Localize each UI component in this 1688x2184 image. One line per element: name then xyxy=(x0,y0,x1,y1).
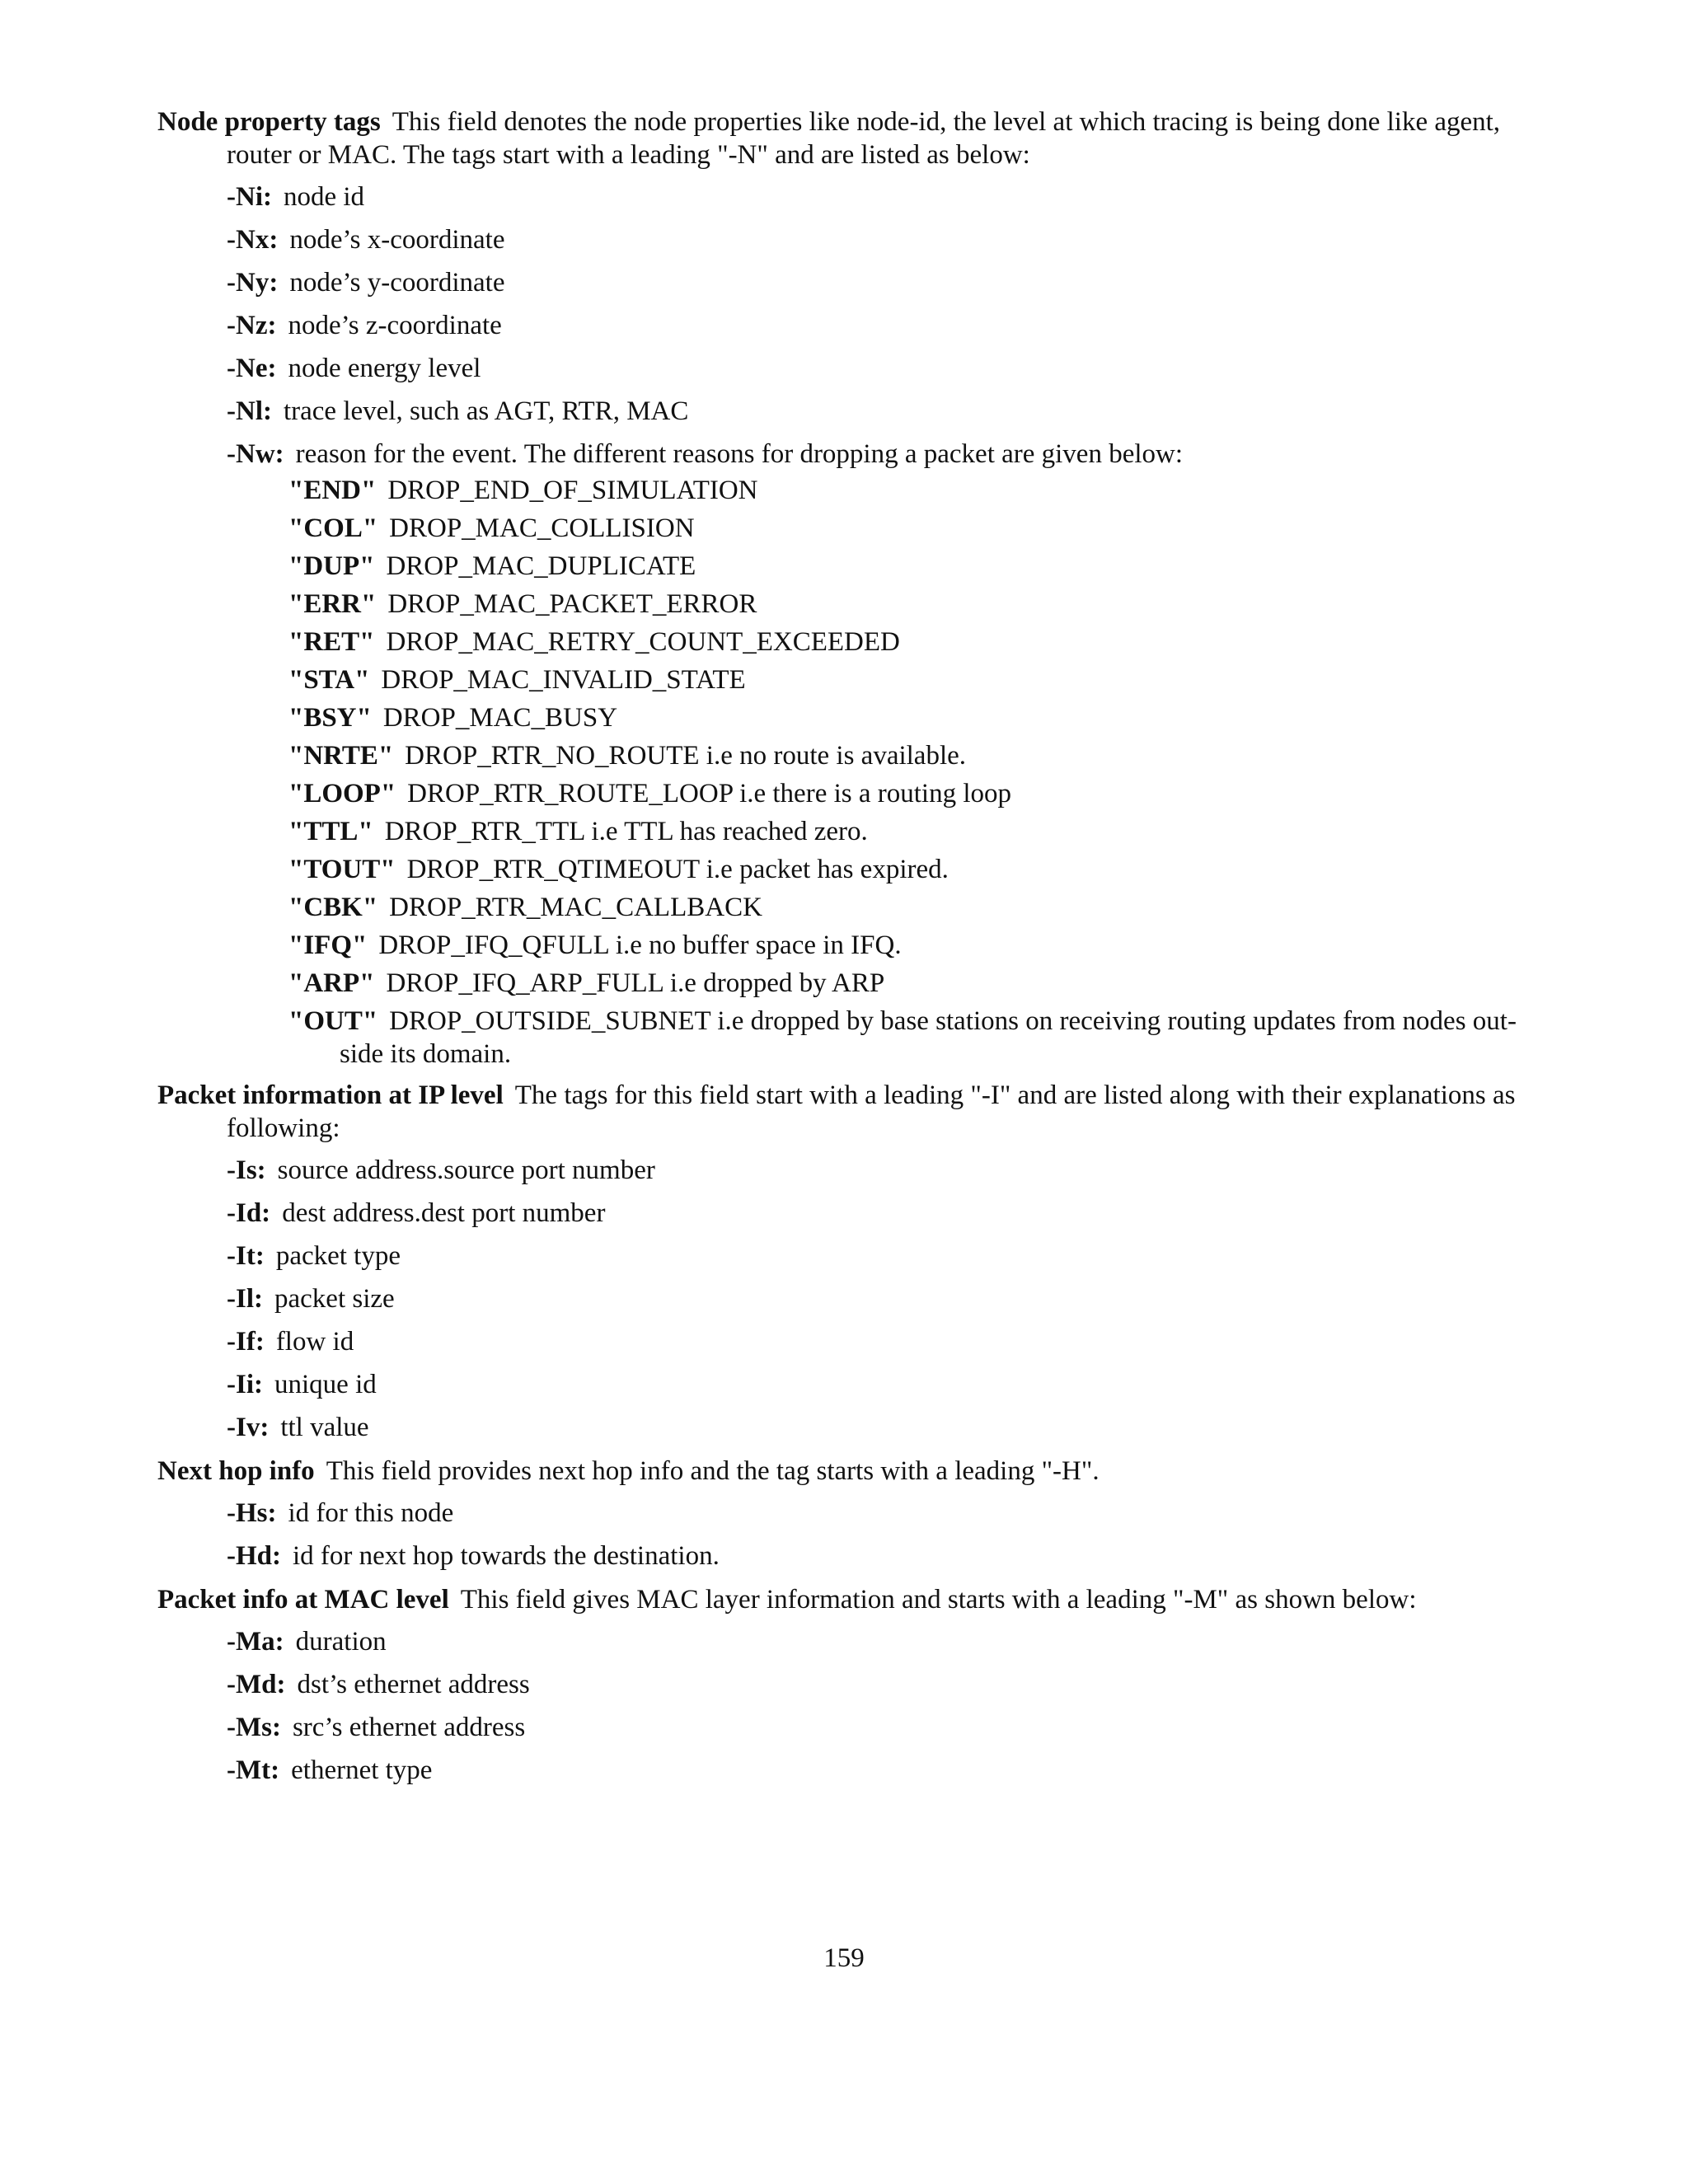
drop-reason-list xyxy=(157,471,1542,1071)
drop-reason-desc: DROP_MAC_PACKET_ERROR xyxy=(387,589,757,619)
tag-label: -Ny: xyxy=(227,268,279,298)
drop-reason-code: "RET" xyxy=(288,627,375,657)
tag-desc: reason for the event. The different reasons for dropping a packet are given below: xyxy=(295,439,1184,469)
tag-item xyxy=(227,1326,1542,1357)
section-intro xyxy=(157,1455,1542,1488)
section-title: Next hop info xyxy=(157,1456,315,1486)
section-title: Node property tags xyxy=(157,107,381,137)
tag-label: -Nw: xyxy=(227,439,284,469)
tag-label: -Md: xyxy=(227,1670,286,1699)
tag-desc: node’s x-coordinate xyxy=(289,225,505,255)
tag-item xyxy=(227,1669,1542,1700)
drop-reason-item xyxy=(288,813,1542,851)
drop-reason-code: "TOUT" xyxy=(288,855,396,884)
tag-desc: ethernet type xyxy=(291,1755,433,1785)
section-next-hop xyxy=(157,1455,1542,1572)
drop-reason-item xyxy=(288,775,1542,813)
tag-label: -Il: xyxy=(227,1284,263,1314)
tag-desc: trace level, such as AGT, RTR, MAC xyxy=(283,396,689,426)
tag-item xyxy=(227,1712,1542,1743)
tag-desc: unique id xyxy=(274,1370,377,1399)
drop-reason-desc: DROP_OUTSIDE_SUBNET i.e dropped by base stations on receiving routing updates from nodes out-side its domain. xyxy=(340,1006,1517,1069)
tag-item xyxy=(227,1197,1542,1229)
tag-item xyxy=(227,396,1542,427)
tag-label: -Mt: xyxy=(227,1755,280,1785)
tag-item xyxy=(227,1412,1542,1443)
drop-reason-item xyxy=(288,585,1542,623)
drop-reason-code: "STA" xyxy=(288,665,370,695)
drop-reason-desc: DROP_RTR_ROUTE_LOOP i.e there is a routing loop xyxy=(407,779,1011,808)
tag-label: -If: xyxy=(227,1327,265,1357)
section-text: This field denotes the node properties like node-id, the level at which tracing is being done like agent, router or MAC. The tags start with a leading "-N" and are listed as below: xyxy=(227,107,1501,170)
section-intro xyxy=(157,1583,1542,1616)
tag-item xyxy=(227,1283,1542,1315)
tag-label: -Ii: xyxy=(227,1370,263,1399)
section-node-property-tags xyxy=(157,105,1542,1071)
section-title: Packet information at IP level xyxy=(157,1080,504,1110)
tag-item xyxy=(227,310,1542,341)
tag-label: -Ne: xyxy=(227,354,277,383)
tag-list xyxy=(157,1497,1542,1572)
tag-desc: flow id xyxy=(275,1327,354,1357)
drop-reason-desc: DROP_END_OF_SIMULATION xyxy=(387,476,758,505)
page-number: 159 xyxy=(823,1943,865,1973)
tag-label: -Is: xyxy=(227,1155,266,1185)
drop-reason-desc: DROP_RTR_MAC_CALLBACK xyxy=(389,893,762,922)
drop-reason-item xyxy=(288,661,1542,699)
drop-reason-code: "IFQ" xyxy=(288,930,368,960)
tag-list xyxy=(157,1155,1542,1443)
drop-reason-code: "DUP" xyxy=(288,551,375,581)
section-text: The tags for this field start with a leading "-I" and are listed along with their explanations as following: xyxy=(227,1080,1516,1143)
drop-reason-item xyxy=(288,471,1542,509)
drop-reason-code: "COL" xyxy=(288,513,378,543)
tag-item xyxy=(227,1755,1542,1786)
drop-reason-code: "END" xyxy=(288,476,377,505)
section-intro xyxy=(157,1079,1542,1145)
tag-desc: ttl value xyxy=(280,1413,369,1442)
tag-item xyxy=(227,1497,1542,1529)
tag-label: -Ma: xyxy=(227,1627,284,1657)
drop-reason-desc: DROP_MAC_DUPLICATE xyxy=(386,551,696,581)
tag-item xyxy=(227,1369,1542,1400)
drop-reason-desc: DROP_IFQ_ARP_FULL i.e dropped by ARP xyxy=(386,968,885,998)
section-text: This field gives MAC layer information and starts with a leading "-M" as shown below: xyxy=(460,1585,1417,1615)
drop-reason-item xyxy=(288,623,1542,661)
tag-label: -Nx: xyxy=(227,225,279,255)
section-intro xyxy=(157,105,1542,171)
tag-label: -Iv: xyxy=(227,1413,270,1442)
drop-reason-item xyxy=(288,888,1542,926)
tag-desc: node’s z-coordinate xyxy=(288,311,502,340)
tag-desc: duration xyxy=(295,1627,387,1657)
tag-label: -Nl: xyxy=(227,396,272,426)
tag-desc: node id xyxy=(283,182,365,212)
tag-label: -Nz: xyxy=(227,311,277,340)
tag-item xyxy=(227,1540,1542,1572)
tag-item xyxy=(227,181,1542,213)
drop-reason-code: "ARP" xyxy=(288,968,375,998)
tag-desc: source address.source port number xyxy=(277,1155,655,1185)
drop-reason-desc: DROP_MAC_BUSY xyxy=(382,703,618,733)
tag-desc: node’s y-coordinate xyxy=(289,268,505,298)
drop-reason-item xyxy=(288,851,1542,888)
drop-reason-code: "CBK" xyxy=(288,893,378,922)
drop-reason-code: "ERR" xyxy=(288,589,377,619)
section-ip-level xyxy=(157,1079,1542,1443)
tag-desc: id for this node xyxy=(288,1498,454,1528)
drop-reason-item xyxy=(288,964,1542,1002)
drop-reason-item xyxy=(288,737,1542,775)
tag-list xyxy=(157,181,1542,470)
tag-label: -Hd: xyxy=(227,1541,281,1571)
tag-desc: node energy level xyxy=(288,354,481,383)
tag-list xyxy=(157,1626,1542,1786)
tag-desc: packet size xyxy=(274,1284,395,1314)
tag-desc: dst’s ethernet address xyxy=(297,1670,530,1699)
drop-reason-desc: DROP_RTR_NO_ROUTE i.e no route is available. xyxy=(405,741,967,771)
drop-reason-item xyxy=(288,926,1542,964)
drop-reason-item xyxy=(288,699,1542,737)
drop-reason-code: "LOOP" xyxy=(288,779,396,808)
tag-desc: id for next hop towards the destination. xyxy=(293,1541,720,1571)
section-title: Packet info at MAC level xyxy=(157,1585,449,1615)
tag-label: -Id: xyxy=(227,1198,271,1228)
drop-reason-desc: DROP_RTR_QTIMEOUT i.e packet has expired. xyxy=(406,855,949,884)
drop-reason-code: "BSY" xyxy=(288,703,372,733)
tag-desc: dest address.dest port number xyxy=(282,1198,606,1228)
drop-reason-code: "TTL" xyxy=(288,817,373,846)
tag-item xyxy=(227,438,1542,470)
drop-reason-desc: DROP_MAC_RETRY_COUNT_EXCEEDED xyxy=(386,627,900,657)
drop-reason-code: "OUT" xyxy=(288,1006,378,1036)
drop-reason-desc: DROP_MAC_INVALID_STATE xyxy=(381,665,746,695)
tag-item xyxy=(227,1240,1542,1272)
drop-reason-item xyxy=(288,509,1542,547)
section-mac-level xyxy=(157,1583,1542,1786)
tag-item xyxy=(227,1155,1542,1186)
tag-desc: src’s ethernet address xyxy=(292,1713,526,1742)
drop-reason-item xyxy=(288,1005,1542,1071)
tag-item xyxy=(227,267,1542,298)
tag-item xyxy=(227,1626,1542,1657)
tag-label: -It: xyxy=(227,1241,265,1271)
drop-reason-item xyxy=(288,547,1542,585)
section-text: This field provides next hop info and the tag starts with a leading "-H". xyxy=(326,1456,1100,1486)
tag-desc: packet type xyxy=(275,1241,401,1271)
drop-reason-code: "NRTE" xyxy=(288,741,394,771)
tag-item xyxy=(227,353,1542,384)
drop-reason-desc: DROP_IFQ_QFULL i.e no buffer space in IFQ. xyxy=(378,930,902,960)
drop-reason-desc: DROP_RTR_TTL i.e TTL has reached zero. xyxy=(384,817,868,846)
drop-reason-desc: DROP_MAC_COLLISION xyxy=(389,513,695,543)
document-page xyxy=(157,105,1542,1786)
tag-label: -Ms: xyxy=(227,1713,281,1742)
tag-label: -Ni: xyxy=(227,182,272,212)
tag-label: -Hs: xyxy=(227,1498,277,1528)
tag-item xyxy=(227,224,1542,255)
